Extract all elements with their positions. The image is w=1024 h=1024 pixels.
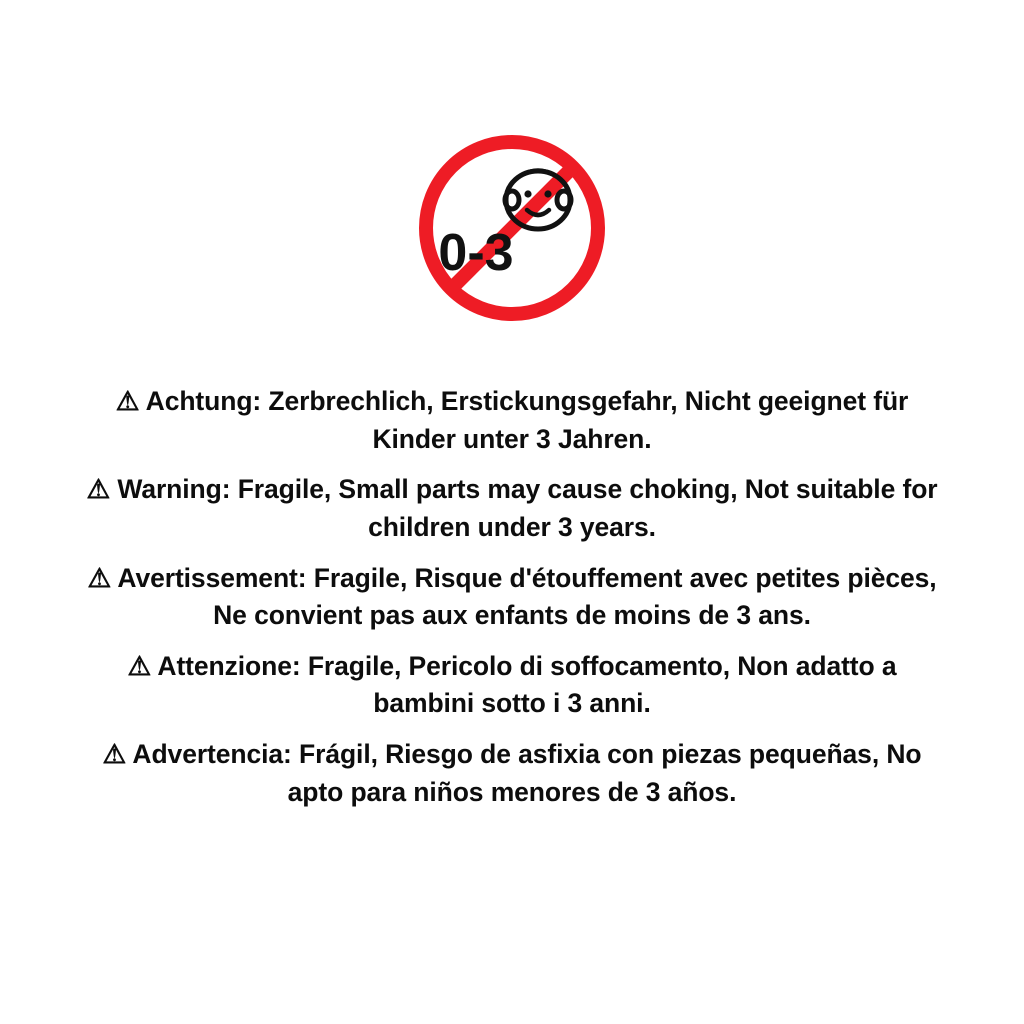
warning-line-fr: ⚠ Avertissement: Fragile, Risque d'étouffement avec petites pièces, Ne convient pas aux enfants de moins de 3 ans. <box>87 562 937 631</box>
warning-line-it: ⚠ Attenzione: Fragile, Pericolo di soffocamento, Non adatto a bambini sotto i 3 anni. <box>127 650 897 719</box>
no-children-under-3-icon <box>412 128 612 328</box>
svg-text:0-3: 0-3 <box>438 224 514 282</box>
warning-text-block <box>72 383 952 811</box>
warning-line-de: ⚠ Achtung: Zerbrechlich, Erstickungsgefahr, Nicht geeignet für Kinder unter 3 Jahren. <box>115 386 909 454</box>
warning-line-es: ⚠ Advertencia: Frágil, Riesgo de asfixia con piezas pequeñas, No apto para niños menores de 3 años. <box>102 739 922 807</box>
warning-line-en: ⚠ Warning: Fragile, Small parts may cause choking, Not suitable for children under 3 years. <box>86 474 938 542</box>
